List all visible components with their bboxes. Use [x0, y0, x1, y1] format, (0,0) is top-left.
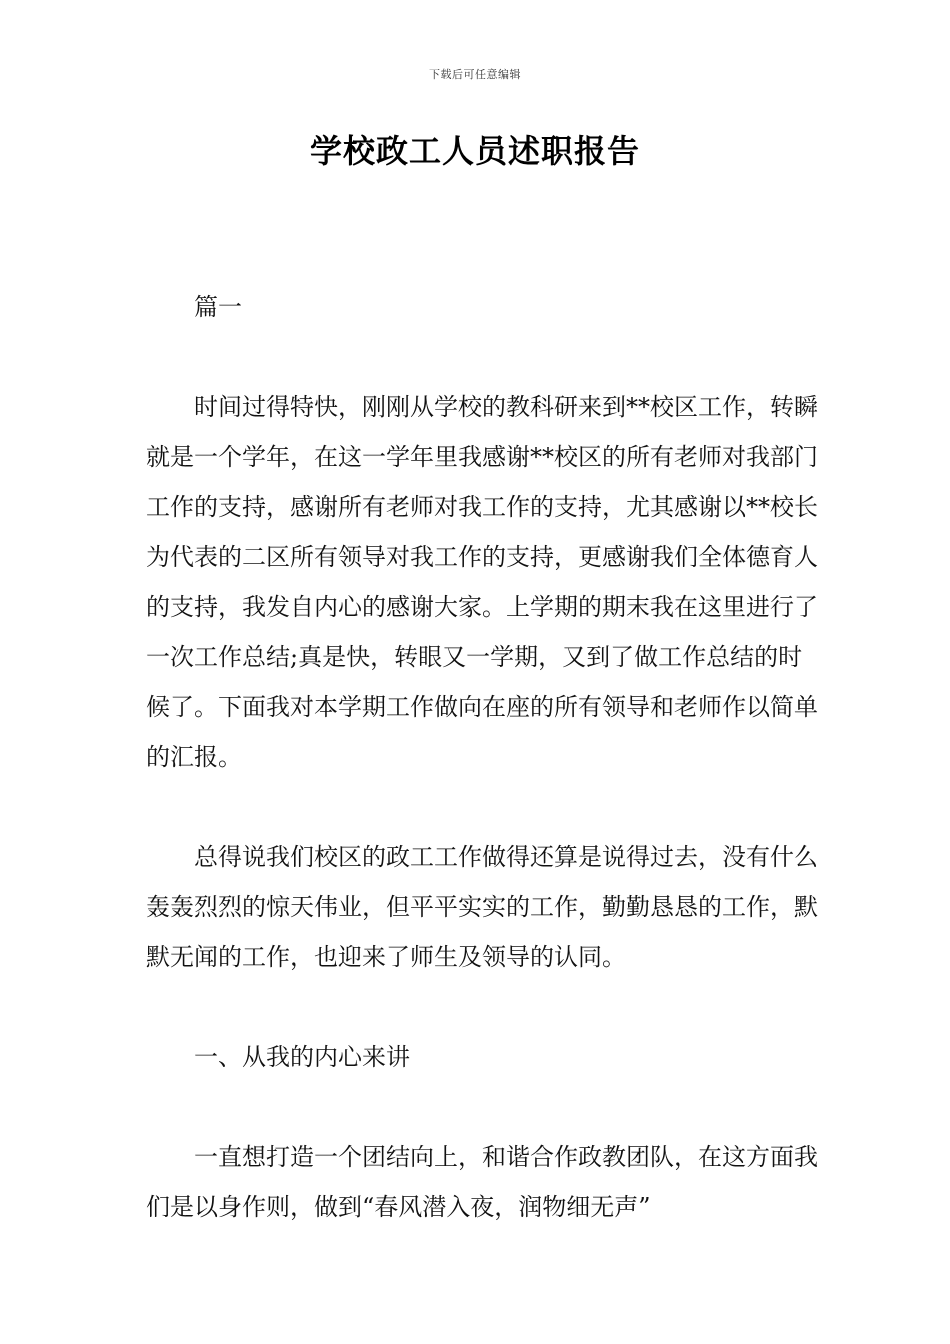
paragraph-spacer	[146, 982, 826, 1032]
section-heading-1: 一、从我的内心来讲	[194, 1043, 410, 1071]
paragraph-spacer	[146, 1082, 826, 1132]
paragraph-intro: 时间过得特快，刚刚从学校的教科研来到**校区工作，转瞬就是一个学年，在这一学年里我感谢**校区的所有老师对我部门工作的支持，感谢所有老师对我工作的支持，尤其感谢以**校长为代表的二区所有领导对我工作的支持，更感谢我们全体德育人的支持，我发自内心的感谢大家。上学期的期末我在这里进行了一次工作总结;真是快，转眼又一学期，又到了做工作总结的时候了。下面我对本学期工作做向在座的所有领导和老师作以简单的汇报。	[146, 393, 818, 771]
paragraph-team: 一直想打造一个团结向上，和谐合作政教团队，在这方面我们是以身作则，做到“春风潜入夜，润物细无声”	[146, 1143, 818, 1221]
header-note: 下载后可任意编辑	[429, 68, 521, 81]
section-label: 篇一	[194, 293, 242, 321]
document-body	[146, 282, 826, 1232]
paragraph-spacer	[146, 782, 826, 832]
document-title: 学校政工人员述职报告	[309, 132, 640, 170]
paragraph-spacer	[146, 332, 826, 382]
paragraph-summary: 总得说我们校区的政工工作做得还算是说得过去，没有什么轰轰烈烈的惊天伟业，但平平实实的工作，勤勤恳恳的工作，默默无闻的工作，也迎来了师生及领导的认同。	[146, 843, 818, 971]
